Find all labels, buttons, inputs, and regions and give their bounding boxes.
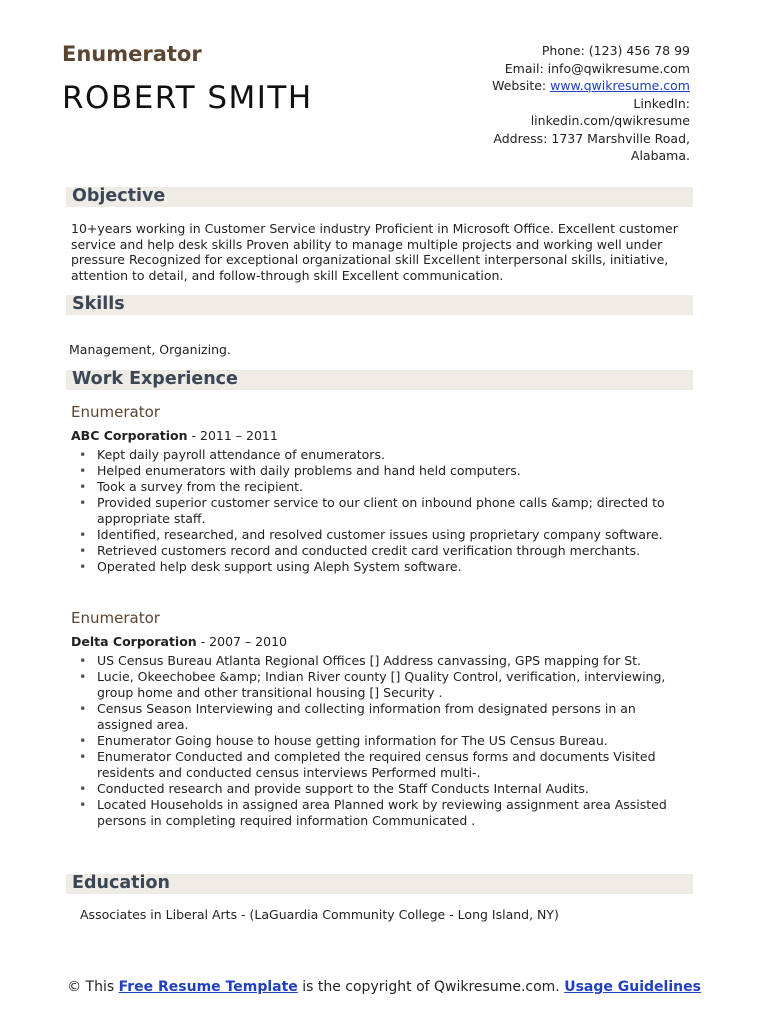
list-item: • Kept daily payroll attendance of enumerators.: [79, 447, 679, 463]
company-name: Delta Corporation: [71, 634, 197, 649]
list-item: • Enumerator Conducted and completed the required census forms and documents Visited residents and conducted census interviews Performed multi-.: [79, 749, 679, 781]
linkedin-value: linkedin.com/qwikresume: [530, 113, 690, 128]
list-item: • Operated help desk support using Aleph System software.: [79, 559, 679, 575]
list-item: • Conducted research and provide support to the Staff Conducts Internal Audits.: [79, 781, 679, 797]
address-line2: Alabama.: [630, 148, 690, 163]
job-dates: - 2011 – 2011: [187, 428, 278, 443]
skills-text: Management, Organizing.: [69, 342, 231, 357]
objective-text: 10+years working in Customer Service industry Proficient in Microsoft Office. Excellent customer service and help desk skills Proven ability to manage multiple projects and working well under pressure Recognized for exceptional organizational skill Excellent interpersonal skills, initiative, attention to detail, and follow-through skill Excellent communication.: [71, 221, 678, 283]
website-label: Website:: [492, 78, 551, 93]
list-item: • Located Households in assigned area Planned work by reviewing assignment area Assisted persons in completing required information Communicated .: [79, 797, 679, 829]
job-bullets: [79, 447, 679, 575]
usage-guidelines-link[interactable]: Usage Guidelines: [564, 979, 701, 995]
job-dates: - 2007 – 2010: [196, 634, 287, 649]
list-item: • Retrieved customers record and conducted credit card verification through merchants.: [79, 543, 679, 559]
free-resume-template-link[interactable]: Free Resume Template: [118, 979, 298, 995]
company-name: ABC Corporation: [71, 428, 188, 443]
objective-heading: Objective: [72, 186, 166, 206]
education-text: Associates in Liberal Arts - (LaGuardia Community College - Long Island, NY): [80, 907, 559, 922]
list-item: • Census Season Interviewing and collecting information from designated persons in an assigned area.: [79, 701, 679, 733]
website: [460, 77, 690, 95]
job-employer: [71, 428, 278, 443]
footer-middle: is the copyright of Qwikresume.com.: [297, 979, 565, 995]
candidate-name: ROBERT SMITH: [62, 80, 313, 116]
list-item: • Identified, researched, and resolved customer issues using proprietary company software.: [79, 527, 679, 543]
email: Email: info@qwikresume.com: [504, 60, 690, 76]
list-item: • Enumerator Going house to house getting information for The US Census Bureau.: [79, 733, 679, 749]
website-link[interactable]: www.qwikresume.com: [550, 78, 690, 93]
list-item: • Provided superior customer service to our client on inbound phone calls &amp; directed to appropriate staff.: [79, 495, 679, 527]
work-heading: Work Experience: [72, 369, 238, 389]
skills-bar: [66, 295, 693, 315]
job-role: Enumerator: [71, 403, 160, 421]
list-item: • Took a survey from the recipient.: [79, 479, 679, 495]
job-title: Enumerator: [62, 42, 202, 66]
address-line1: Address: 1737 Marshville Road,: [493, 130, 690, 146]
phone: Phone: (123) 456 78 99: [541, 43, 690, 58]
contact-block: [460, 42, 690, 165]
job-bullets: [79, 653, 679, 829]
list-item: • Lucie, Okeechobee &amp; Indian River county [] Quality Control, verification, interviewing, group home and other transitional housing [] Security .: [79, 669, 679, 701]
job-employer: [71, 634, 287, 649]
job-role: Enumerator: [71, 609, 160, 627]
education-heading: Education: [72, 873, 170, 893]
list-item: • Helped enumerators with daily problems and hand held computers.: [79, 463, 679, 479]
skills-heading: Skills: [72, 294, 125, 314]
linkedin-label: LinkedIn:: [633, 95, 690, 111]
footer: [0, 979, 768, 996]
footer-prefix: © This: [67, 979, 119, 995]
list-item: • US Census Bureau Atlanta Regional Offices [] Address canvassing, GPS mapping for St.: [79, 653, 679, 669]
